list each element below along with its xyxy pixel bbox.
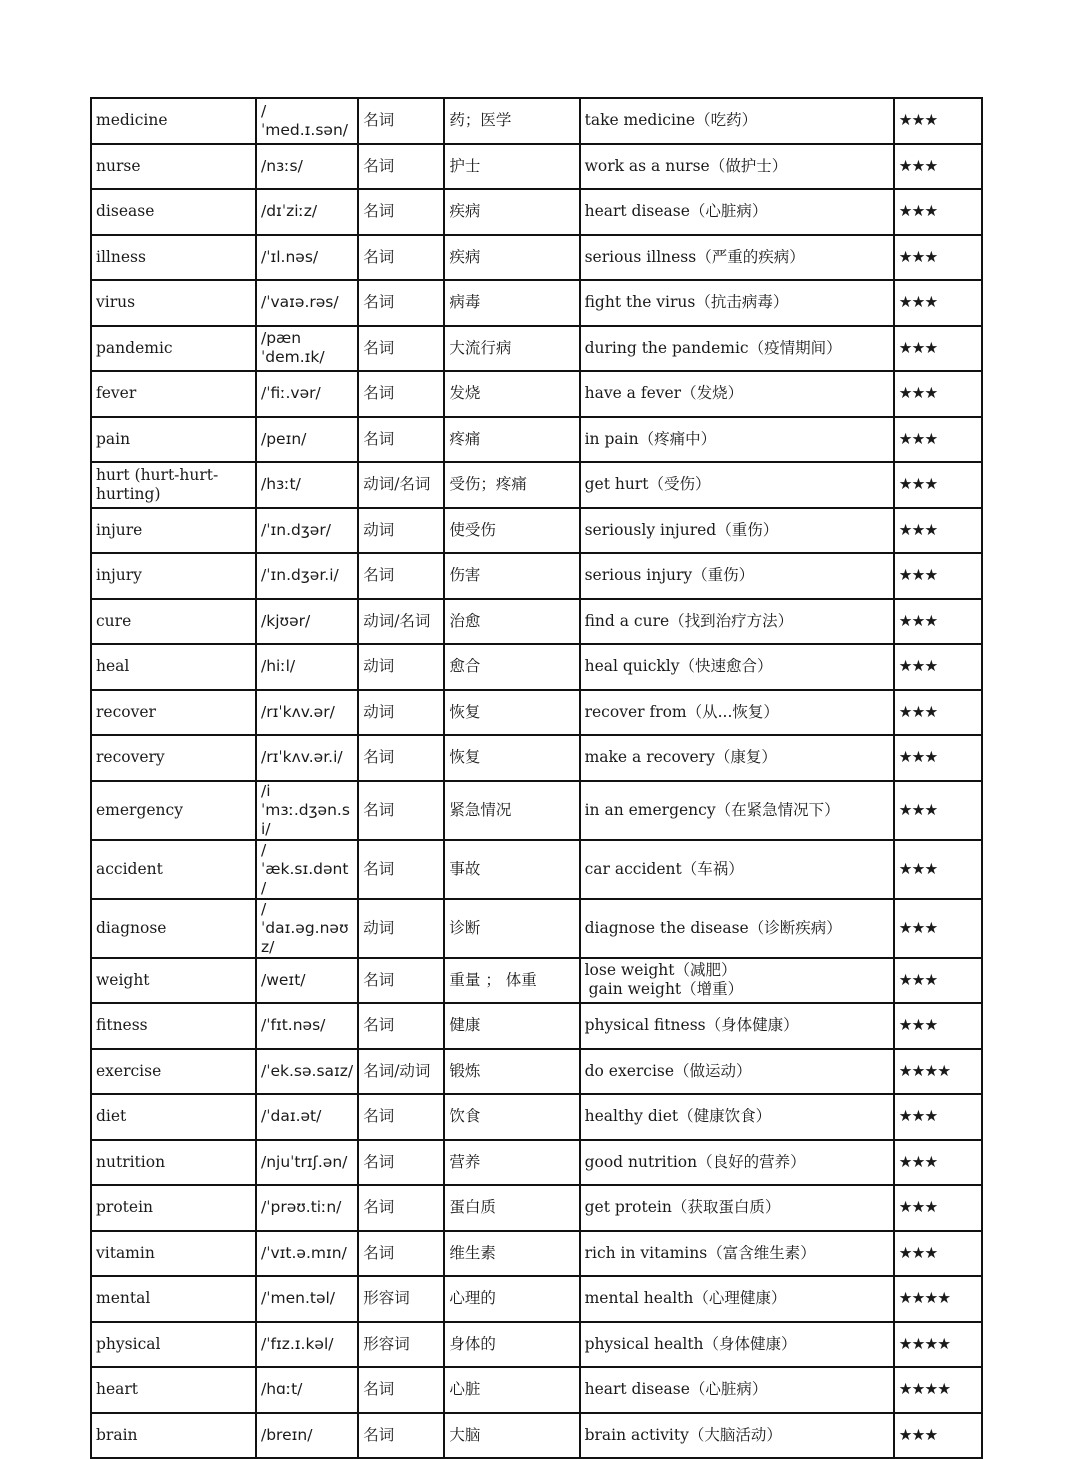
phonetic-cell: /ˈɪl.nəs/ [256,235,358,281]
part-of-speech-cell: 名词 [358,1094,444,1140]
star-rating-cell: ★★★ [894,1094,982,1140]
part-of-speech-cell: 动词 [358,690,444,736]
phrase-text: in an emergency（在紧急情况下） [584,800,840,819]
meaning-cell: 心理的 [444,1276,579,1322]
phonetic-cell: /ˈek.sə.saɪz/ [256,1049,358,1095]
phrase-text: physical fitness（身体健康） [584,1016,799,1035]
part-of-speech-cell: 名词 [358,958,444,1004]
table-row [91,1049,982,1095]
phrase-cell [580,1049,894,1095]
part-of-speech-cell: 名词 [358,781,444,840]
meaning-cell: 营养 [444,1140,579,1186]
phonetic-cell: /rɪˈkʌv.ər/ [256,690,358,736]
meaning-cell: 疾病 [444,189,579,235]
meaning-cell: 病毒 [444,280,579,326]
table-row [91,599,982,645]
word-cell: emergency [91,781,256,840]
part-of-speech-cell: 名词 [358,553,444,599]
phonetic-cell: /peɪn/ [256,417,358,463]
phrase-text: car accident（车祸） [584,859,744,878]
table-row [91,371,982,417]
phrase-text: physical health（身体健康） [584,1334,797,1353]
phrase-cell [580,508,894,554]
word-cell: recovery [91,735,256,781]
word-cell: fitness [91,1003,256,1049]
phrase-cell [580,553,894,599]
phonetic-cell: /pænˈdem.ɪk/ [256,326,358,372]
phrase-text: work as a nurse（做护士） [584,156,788,175]
phrase-text: good nutrition（良好的营养） [584,1152,806,1171]
star-rating-cell: ★★★ [894,144,982,190]
phrase-text: make a recovery（康复） [584,748,777,767]
phrase-text: get hurt（受伤） [584,475,711,494]
part-of-speech-cell: 名词 [358,1413,444,1459]
phonetic-cell: /hiːl/ [256,644,358,690]
phrase-text: brain activity（大脑活动） [584,1425,782,1444]
phrase-text: serious injury（重伤） [584,566,755,585]
phonetic-cell: /ˈmed.ɪ.sən/ [256,98,358,144]
meaning-cell: 发烧 [444,371,579,417]
word-cell: injure [91,508,256,554]
table-row [91,1140,982,1186]
word-cell: exercise [91,1049,256,1095]
phrase-text: fight the virus（抗击病毒） [584,293,789,312]
meaning-cell: 药；医学 [444,98,579,144]
phrase-text: mental health（心理健康） [584,1289,787,1308]
part-of-speech-cell: 动词/名词 [358,599,444,645]
phrase-text: find a cure（找到治疗方法） [584,611,794,630]
meaning-cell: 护士 [444,144,579,190]
word-cell: nutrition [91,1140,256,1186]
phonetic-cell: /hɑːt/ [256,1367,358,1413]
word-cell: virus [91,280,256,326]
table-row [91,781,982,840]
phrase-cell [580,958,894,1004]
word-cell: hurt (hurt-hurt-hurting) [91,462,256,508]
word-cell: disease [91,189,256,235]
meaning-cell: 大流行病 [444,326,579,372]
phrase-cell [580,1003,894,1049]
word-cell: medicine [91,98,256,144]
phrase-text-secondary: gain weight（增重） [588,980,744,999]
phrase-cell [580,280,894,326]
phrase-cell [580,599,894,645]
table-row [91,690,982,736]
meaning-cell: 心脏 [444,1367,579,1413]
table-row [91,508,982,554]
meaning-cell: 恢复 [444,735,579,781]
phonetic-cell: /iˈmɜː.dʒən.si/ [256,781,358,840]
part-of-speech-cell: 名词 [358,1140,444,1186]
phrase-text: seriously injured（重伤） [584,520,779,539]
phrase-cell [580,840,894,899]
word-cell: nurse [91,144,256,190]
meaning-cell: 蛋白质 [444,1185,579,1231]
phrase-text: take medicine（吃药） [584,111,758,130]
phrase-cell [580,1322,894,1368]
table-row [91,235,982,281]
phonetic-cell: /ˈæk.sɪ.dənt/ [256,840,358,899]
word-cell: diet [91,1094,256,1140]
table-row [91,280,982,326]
table-row [91,840,982,899]
star-rating-cell: ★★★ [894,1413,982,1459]
phrase-text: do exercise（做运动） [584,1061,752,1080]
phrase-cell [580,189,894,235]
star-rating-cell: ★★★ [894,462,982,508]
star-rating-cell: ★★★ [894,371,982,417]
table-row [91,1185,982,1231]
phrase-text: serious illness（严重的疾病） [584,247,805,266]
table-row [91,417,982,463]
word-cell: weight [91,958,256,1004]
word-cell: recover [91,690,256,736]
phrase-cell [580,1276,894,1322]
word-cell: protein [91,1185,256,1231]
star-rating-cell: ★★★ [894,958,982,1004]
phonetic-cell: /ˈfɪz.ɪ.kəl/ [256,1322,358,1368]
part-of-speech-cell: 动词 [358,508,444,554]
phrase-text: healthy diet（健康饮食） [584,1107,772,1126]
star-rating-cell: ★★★ [894,735,982,781]
phrase-cell [580,326,894,372]
part-of-speech-cell: 名词 [358,144,444,190]
vocabulary-table [90,97,983,1459]
table-row [91,735,982,781]
star-rating-cell: ★★★ [894,781,982,840]
phrase-cell [580,1413,894,1459]
meaning-cell: 诊断 [444,899,579,958]
phonetic-cell: /ˈɪn.dʒər/ [256,508,358,554]
table-row [91,98,982,144]
phonetic-cell: /kjʊər/ [256,599,358,645]
star-rating-cell: ★★★ [894,508,982,554]
table-row [91,1367,982,1413]
part-of-speech-cell: 名词 [358,417,444,463]
table-row [91,189,982,235]
word-cell: pandemic [91,326,256,372]
phonetic-cell: /rɪˈkʌv.ər.i/ [256,735,358,781]
part-of-speech-cell: 名词 [358,189,444,235]
phrase-text: heal quickly（快速愈合） [584,657,773,676]
phonetic-cell: /ˈdaɪ.əg.nəʊz/ [256,899,358,958]
table-row [91,1413,982,1459]
phrase-cell [580,644,894,690]
part-of-speech-cell: 名词 [358,371,444,417]
part-of-speech-cell: 名词 [358,1185,444,1231]
phrase-text: recover from（从...恢复） [584,702,779,721]
meaning-cell: 维生素 [444,1231,579,1277]
star-rating-cell: ★★★ [894,599,982,645]
table-row [91,553,982,599]
meaning-cell: 事故 [444,840,579,899]
phrase-text: heart disease（心脏病） [584,1380,768,1399]
star-rating-cell: ★★★★ [894,1276,982,1322]
table-row [91,1231,982,1277]
word-cell: illness [91,235,256,281]
meaning-cell: 恢复 [444,690,579,736]
phonetic-cell: /ˈmen.təl/ [256,1276,358,1322]
phonetic-cell: /ˈvaɪə.rəs/ [256,280,358,326]
star-rating-cell: ★★★ [894,417,982,463]
phrase-text: during the pandemic（疫情期间） [584,338,842,357]
word-cell: diagnose [91,899,256,958]
phrase-text: diagnose the disease（诊断疾病） [584,918,842,937]
phonetic-cell: /ˈɪn.dʒər.i/ [256,553,358,599]
phonetic-cell: /breɪn/ [256,1413,358,1459]
phrase-cell [580,462,894,508]
phrase-cell [580,235,894,281]
phonetic-cell: /nɜːs/ [256,144,358,190]
part-of-speech-cell: 名词/动词 [358,1049,444,1095]
table-row [91,958,982,1004]
phonetic-cell: /ˈvɪt.ə.mɪn/ [256,1231,358,1277]
phrase-cell [580,1185,894,1231]
table-row [91,326,982,372]
star-rating-cell: ★★★ [894,553,982,599]
part-of-speech-cell: 名词 [358,280,444,326]
phrase-cell [580,1367,894,1413]
part-of-speech-cell: 名词 [358,1003,444,1049]
part-of-speech-cell: 动词 [358,899,444,958]
word-cell: vitamin [91,1231,256,1277]
part-of-speech-cell: 形容词 [358,1322,444,1368]
word-cell: physical [91,1322,256,1368]
phrase-text: rich in vitamins（富含维生素） [584,1243,816,1262]
star-rating-cell: ★★★ [894,326,982,372]
part-of-speech-cell: 形容词 [358,1276,444,1322]
phonetic-cell: /hɜːt/ [256,462,358,508]
phrase-cell [580,1094,894,1140]
word-cell: brain [91,1413,256,1459]
phrase-text: get protein（获取蛋白质） [584,1198,781,1217]
phrase-cell [580,1140,894,1186]
meaning-cell: 疼痛 [444,417,579,463]
phonetic-cell: /weɪt/ [256,958,358,1004]
phrase-cell [580,98,894,144]
word-cell: injury [91,553,256,599]
meaning-cell: 疾病 [444,235,579,281]
meaning-cell: 健康 [444,1003,579,1049]
phrase-cell [580,781,894,840]
meaning-cell: 饮食 [444,1094,579,1140]
star-rating-cell: ★★★ [894,690,982,736]
phrase-cell [580,417,894,463]
meaning-cell: 愈合 [444,644,579,690]
meaning-cell: 紧急情况 [444,781,579,840]
word-cell: heal [91,644,256,690]
word-cell: heart [91,1367,256,1413]
star-rating-cell: ★★★ [894,1185,982,1231]
phonetic-cell: /ˈfɪt.nəs/ [256,1003,358,1049]
phrase-cell [580,899,894,958]
part-of-speech-cell: 名词 [358,735,444,781]
meaning-cell: 身体的 [444,1322,579,1368]
word-cell: cure [91,599,256,645]
star-rating-cell: ★★★★ [894,1049,982,1095]
table-row [91,1276,982,1322]
phonetic-cell: /ˈfiː.vər/ [256,371,358,417]
meaning-cell: 治愈 [444,599,579,645]
phonetic-cell: /ˈdaɪ.ət/ [256,1094,358,1140]
part-of-speech-cell: 名词 [358,1231,444,1277]
part-of-speech-cell: 动词/名词 [358,462,444,508]
star-rating-cell: ★★★ [894,280,982,326]
star-rating-cell: ★★★ [894,1231,982,1277]
phrase-cell [580,690,894,736]
part-of-speech-cell: 名词 [358,840,444,899]
phrase-text: lose weight（减肥） [584,961,737,980]
phonetic-cell: /njuˈtrɪʃ.ən/ [256,1140,358,1186]
star-rating-cell: ★★★ [894,235,982,281]
star-rating-cell: ★★★ [894,644,982,690]
table-row [91,1322,982,1368]
meaning-cell: 受伤；疼痛 [444,462,579,508]
table-row [91,462,982,508]
star-rating-cell: ★★★ [894,98,982,144]
meaning-cell: 锻炼 [444,1049,579,1095]
phonetic-cell: /ˈprəʊ.tiːn/ [256,1185,358,1231]
phrase-text: in pain（疼痛中） [584,429,717,448]
word-cell: accident [91,840,256,899]
vocabulary-table-body [91,98,982,1458]
phonetic-cell: /dɪˈziːz/ [256,189,358,235]
meaning-cell: 伤害 [444,553,579,599]
table-row [91,899,982,958]
table-row [91,644,982,690]
star-rating-cell: ★★★ [894,899,982,958]
table-row [91,144,982,190]
table-row [91,1094,982,1140]
phrase-cell [580,371,894,417]
star-rating-cell: ★★★ [894,189,982,235]
part-of-speech-cell: 名词 [358,235,444,281]
word-cell: pain [91,417,256,463]
word-cell: mental [91,1276,256,1322]
phrase-cell [580,735,894,781]
star-rating-cell: ★★★ [894,1140,982,1186]
meaning-cell: 重量 ； 体重 [444,958,579,1004]
table-row [91,1003,982,1049]
phrase-cell [580,144,894,190]
star-rating-cell: ★★★ [894,840,982,899]
star-rating-cell: ★★★★ [894,1322,982,1368]
part-of-speech-cell: 名词 [358,98,444,144]
star-rating-cell: ★★★ [894,1003,982,1049]
phrase-text: heart disease（心脏病） [584,202,768,221]
part-of-speech-cell: 名词 [358,326,444,372]
part-of-speech-cell: 动词 [358,644,444,690]
phrase-cell [580,1231,894,1277]
star-rating-cell: ★★★★ [894,1367,982,1413]
meaning-cell: 大脑 [444,1413,579,1459]
word-cell: fever [91,371,256,417]
part-of-speech-cell: 名词 [358,1367,444,1413]
meaning-cell: 使受伤 [444,508,579,554]
phrase-text: have a fever（发烧） [584,384,744,403]
